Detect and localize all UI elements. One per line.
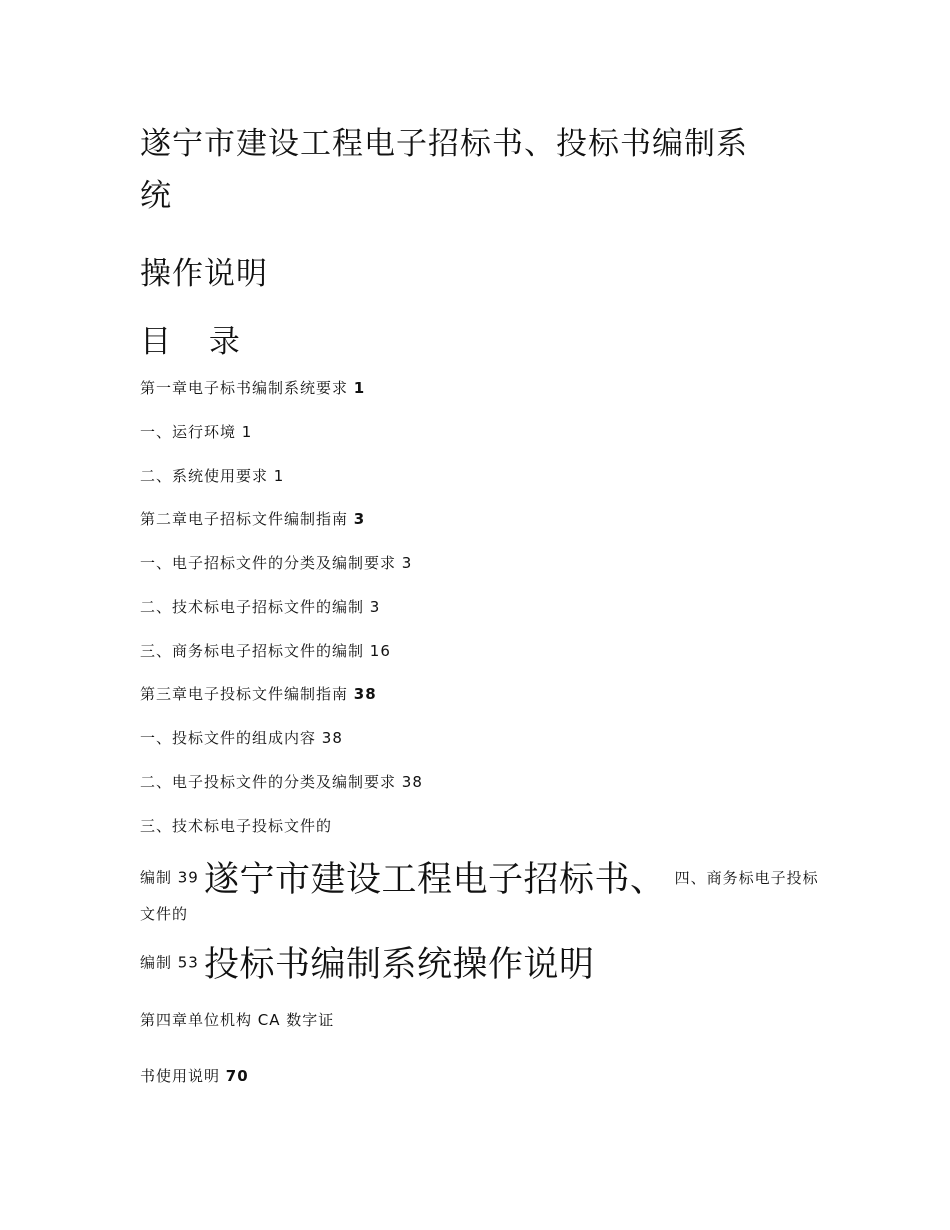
toc-item-text: 二、电子投标文件的分类及编制要求 <box>140 773 397 791</box>
overlay-title-fragment: 投标书编制系统操作说明 <box>203 945 595 985</box>
toc-item-page: 1 <box>241 423 253 441</box>
toc-item-commercial-tender[interactable] <box>140 640 391 661</box>
toc-item-text: 第三章电子投标文件编制指南 <box>140 685 349 703</box>
mixed-line-3 <box>140 937 594 987</box>
document-subtitle: 操作说明 <box>140 256 268 292</box>
toc-item-chapter1[interactable] <box>140 377 365 398</box>
toc-item-text: 一、电子招标文件的分类及编制要求 <box>140 554 397 572</box>
overlay-title-fragment: 遂宁市建设工程电子招标书、 <box>203 860 666 900</box>
toc-item-tender-classification[interactable] <box>140 552 412 573</box>
toc-item-text: 二、系统使用要求 <box>140 467 269 485</box>
toc-item-technical-bid[interactable] <box>140 815 332 836</box>
toc-item-bid-classification[interactable] <box>140 771 423 792</box>
toc-item-text: 第一章电子标书编制系统要求 <box>140 379 349 397</box>
toc-item-text: 一、运行环境 <box>140 423 237 441</box>
toc-item-page: 38 <box>401 773 423 791</box>
toc-item-page: 3 <box>369 598 381 616</box>
toc-item-bid-composition[interactable] <box>140 727 343 748</box>
toc-item-text: 三、技术标电子投标文件的 <box>140 817 333 835</box>
toc-fragment: 四、商务标电子投标 <box>674 868 819 887</box>
toc-fragment: 编制 39 <box>140 868 199 887</box>
toc-fragment: 编制 53 <box>140 953 199 972</box>
toc-item-page: 1 <box>353 379 366 397</box>
document-title-line2: 统 <box>140 178 172 214</box>
mixed-line-2: 文件的 <box>140 905 189 923</box>
toc-item-page: 16 <box>369 642 391 660</box>
toc-item-technical-tender[interactable] <box>140 596 380 617</box>
toc-heading: 目 录 <box>140 324 254 360</box>
toc-item-chapter4-line2[interactable] <box>140 1065 249 1086</box>
toc-item-chapter4-line1[interactable]: 第四章单位机构 CA 数字证 <box>140 1011 335 1029</box>
toc-item-text: 书使用说明 <box>140 1067 221 1085</box>
toc-item-chapter2[interactable] <box>140 508 365 529</box>
toc-item-text: 二、技术标电子招标文件的编制 <box>140 598 365 616</box>
toc-item-text: 三、商务标电子招标文件的编制 <box>140 642 365 660</box>
toc-item-system-requirements[interactable] <box>140 465 284 486</box>
toc-item-page: 38 <box>321 729 343 747</box>
toc-item-page: 1 <box>273 467 285 485</box>
mixed-line-1 <box>140 852 819 902</box>
document-title-line1: 遂宁市建设工程电子招标书、投标书编制系 <box>140 126 748 162</box>
toc-item-page: 38 <box>353 685 377 703</box>
toc-item-chapter3[interactable] <box>140 683 377 704</box>
toc-item-page: 70 <box>225 1067 249 1085</box>
toc-item-page: 3 <box>401 554 413 572</box>
toc-item-runtime-env[interactable] <box>140 421 252 442</box>
toc-item-text: 第二章电子招标文件编制指南 <box>140 510 349 528</box>
toc-item-text: 一、投标文件的组成内容 <box>140 729 317 747</box>
toc-item-page: 3 <box>353 510 366 528</box>
